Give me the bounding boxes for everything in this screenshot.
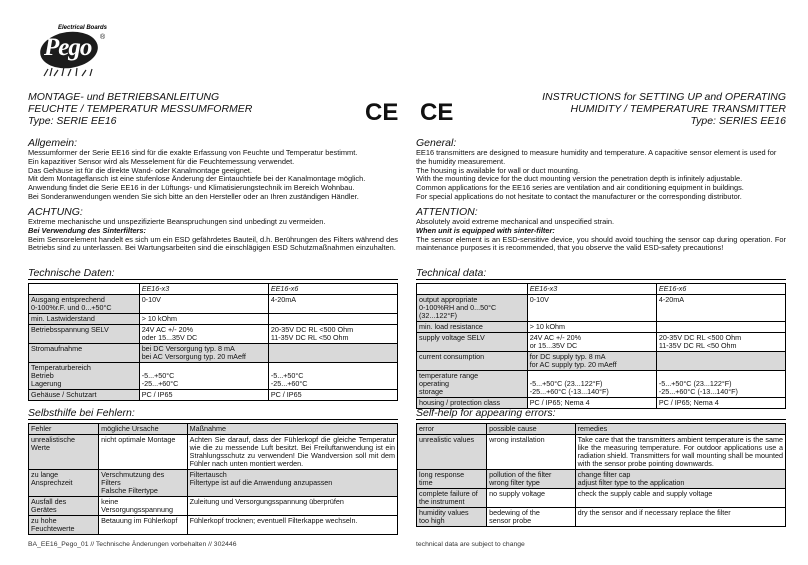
help-header-cell: error (417, 424, 487, 435)
logo-tagline: Electrical Boards (58, 25, 108, 31)
help-row (417, 508, 786, 527)
german-general-line: Messumformer der Serie EE16 sind für die exakte Erfassung von Feuchte und Temperatur bestimmt. (28, 148, 358, 157)
german-filter-text: Beim Sensorelement handelt es sich um ein ESD gefährdetes Bauteil, d.h. Berührungen des Filters während des Betriebs sind zu unterlassen. Bei Wartungsarbeiten sind die einschlägigen ESD Schutzmaßnahmen einzuhalten. (28, 234, 398, 253)
tech-cell: supply voltage SELV (417, 333, 528, 352)
german-help (28, 407, 398, 535)
tech-header-cell (29, 284, 140, 295)
german-help-title: Selbsthilfe bei Fehlern: (28, 407, 398, 420)
tech-cell: -5...+50°C (23...122°F) -25...+60°C (-13...140°F) (656, 371, 785, 398)
tech-row (29, 344, 398, 363)
help-cell: Ausfall des Gerätes (29, 497, 99, 516)
german-general-line: Ein kapazitiver Sensor wird als Messelement für die Feuchtemessung verwendet. (28, 156, 295, 166)
help-cell: long response time (417, 470, 487, 489)
english-header (542, 91, 786, 127)
help-cell: keine Versorgungsspannung (99, 497, 188, 516)
english-footer: technical data are subject to change (416, 541, 525, 548)
english-tech-title: Technical data: (416, 267, 786, 280)
german-header-line-1: MONTAGE- und BETRIEBSANLEITUNG (28, 91, 220, 103)
help-cell: Betauung im Fühlerkopf (99, 516, 188, 535)
tech-row (29, 390, 398, 401)
german-tech-title: Technische Daten: (28, 267, 398, 280)
ce-mark-right (418, 96, 458, 126)
english-filter-text: The sensor element is an ESD-sensitive device, you should avoid touching the sensor cap during operation. For maintenance purposes it is recommended, that you observe the valid ESD-safety precautions! (416, 234, 786, 253)
english-attention-text: Absolutely avoid extreme mechanical and unspecified strain. (416, 217, 615, 226)
help-cell: nicht optimale Montage (99, 435, 188, 470)
german-header-line-3: Type: SERIE EE16 (28, 115, 117, 127)
english-general (416, 137, 786, 202)
german-general-title: Allgemein: (28, 137, 78, 149)
tech-cell: 20-35V DC RL <500 Ohm 11-35V DC RL <50 Ohm (268, 325, 397, 344)
english-header-line-1: INSTRUCTIONS for SETTING UP and OPERATING (542, 91, 786, 103)
tech-cell: Gehäuse / Schutzart (29, 390, 140, 401)
tech-cell: PC / IP65 (268, 390, 397, 401)
help-cell: unrealistic values (417, 435, 487, 470)
english-help-title: Self-help for appearing errors: (416, 407, 786, 420)
english-help-table (416, 423, 786, 527)
tech-cell: min. Lastwiderstand (29, 314, 140, 325)
tech-cell: bei DC Versorgung typ. 8 mA bei AC Versorgung typ. 20 mAeff (139, 344, 268, 363)
help-row (29, 497, 398, 516)
german-attention-text: Extreme mechanische und unspezifizierte Beanspruchungen sind unbedingt zu vermeiden. (28, 217, 326, 226)
help-cell: change filter cap adjust filter type to the application (575, 470, 785, 489)
ce-mark-left (363, 96, 403, 126)
ce-mark-right-text: CE (420, 99, 454, 126)
tech-cell: 24V AC +/- 20% oder 15...35V DC (139, 325, 268, 344)
tech-row (29, 363, 398, 390)
english-help (416, 407, 786, 527)
tech-header-cell (417, 284, 528, 295)
german-general-line: Anwendung findet die Serie EE16 in der Lüftungs- und Klimatisierungstechnik im Bereich Wohnbau. (28, 183, 355, 193)
english-filter-title: When unit is equipped with sinter-filter: (416, 225, 555, 235)
help-cell: Filtertausch Filtertype ist auf die Anwendung anzupassen (187, 470, 397, 497)
help-row (417, 435, 786, 470)
german-header-line-2: FEUCHTE / TEMPERATUR MESSUMFORMER (28, 103, 253, 115)
german-help-table (28, 423, 398, 535)
help-cell: complete failure of the instrument (417, 489, 487, 508)
tech-row (29, 325, 398, 344)
german-tech-data (28, 267, 398, 401)
tech-cell: > 10 kOhm (139, 314, 268, 325)
ce-mark-left-text: CE (365, 99, 399, 126)
tech-cell: -5...+50°C -25...+60°C (268, 363, 397, 390)
help-cell: Fühlerkopf trocknen; eventuell Filterkappe wechseln. (187, 516, 397, 535)
pego-logo (36, 22, 116, 82)
tech-cell: PC / IP65; Nema 4 (527, 398, 656, 409)
help-cell: humidity values too high (417, 508, 487, 527)
help-cell: Verschmutzung des Filters Falsche Filtertype (99, 470, 188, 497)
tech-cell: housing / protection class (417, 398, 528, 409)
tech-cell: Betriebsspannung SELV (29, 325, 140, 344)
tech-cell (268, 314, 397, 325)
tech-cell: 0-10V (527, 295, 656, 322)
english-general-line: EE16 transmitters are designed to measure humidity and temperature. A capacitive sensor element is used for the humidity measurement. (416, 148, 777, 166)
help-row (29, 470, 398, 497)
tech-cell: 20-35V DC RL <500 Ohm 11-35V DC RL <50 Ohm (656, 333, 785, 352)
tech-cell: PC / IP65 (139, 390, 268, 401)
english-general-line: The housing is available for wall or duct mounting. (416, 165, 580, 175)
logo-grass-icon (42, 66, 97, 78)
german-attention-title: ACHTUNG: (28, 206, 83, 218)
german-general-line: Bei Sonderanwendungen wenden Sie sich bitte an den Hersteller oder an Ihren zuständigen Händler. (28, 191, 359, 201)
help-cell: unrealistische Werte (29, 435, 99, 470)
help-cell: check the supply cable and supply voltage (575, 489, 785, 508)
tech-cell: > 10 kOhm (527, 322, 656, 333)
help-cell: Take care that the transmitters ambient temperature is the same like the measuring temperature. For outdoor applications use a radiation shield. Transmitters for wall mounting shall be mounted with the sensor probe pointing downwards. (575, 435, 785, 470)
tech-cell (656, 352, 785, 371)
help-cell: dry the sensor and if necessary replace the filter (575, 508, 785, 527)
tech-header-cell: EE16-x3 (139, 284, 268, 295)
english-attention (416, 206, 786, 253)
help-header-cell: Maßnahme (187, 424, 397, 435)
english-general-line: Common applications for the EE16 series are ventilation and air conditioning equipment in buildings. (416, 183, 744, 193)
help-cell: Achten Sie darauf, dass der Fühlerkopf die gleiche Temperatur wie die zu messende Luft besitzt. Bei Freiluftanwendung ist ein Strahlungsschutz zu verwenden! Die Wandversion soll mit dem Fühler nach unten montiert werden. (187, 435, 397, 470)
help-cell: wrong installation (487, 435, 576, 470)
tech-row (29, 314, 398, 325)
logo-wordmark: Pego (44, 34, 92, 61)
tech-row (417, 295, 786, 322)
german-filter-title: Bei Verwendung des Sinterfilters: (28, 225, 147, 235)
german-header (28, 91, 252, 127)
help-row (29, 435, 398, 470)
english-header-line-3: Type: SERIES EE16 (690, 115, 786, 127)
help-cell: Zuleitung und Versorgungsspannung überprüfen (187, 497, 397, 516)
tech-cell: temperature range operating storage (417, 371, 528, 398)
tech-cell: 0-10V (139, 295, 268, 314)
german-general-line: Das Gehäuse ist für die direkte Wand- oder Kanalmontage geeignet. (28, 165, 253, 175)
tech-cell: Temperaturbereich Betrieb Lagerung (29, 363, 140, 390)
tech-row (417, 371, 786, 398)
english-general-title: General: (416, 137, 457, 149)
tech-cell: Stromaufnahme (29, 344, 140, 363)
tech-cell: current consumption (417, 352, 528, 371)
tech-cell: -5...+50°C (23...122°F) -25...+60°C (-13...140°F) (527, 371, 656, 398)
tech-cell: PC / IP65; Nema 4 (656, 398, 785, 409)
help-header-cell: Fehler (29, 424, 99, 435)
help-row (417, 489, 786, 508)
tech-row (417, 333, 786, 352)
tech-cell: 4-20mA (656, 295, 785, 322)
english-tech-data (416, 267, 786, 409)
tech-cell: min. load resistance (417, 322, 528, 333)
help-header-cell: possible cause (487, 424, 576, 435)
tech-cell: 24V AC +/- 20% or 15...35V DC (527, 333, 656, 352)
help-cell: no supply voltage (487, 489, 576, 508)
tech-row (417, 352, 786, 371)
help-header-cell: remedies (575, 424, 785, 435)
english-tech-table (416, 283, 786, 409)
tech-cell: 4-20mA (268, 295, 397, 314)
tech-row (417, 322, 786, 333)
help-header-cell: mögliche Ursache (99, 424, 188, 435)
tech-header-cell: EE16-x3 (527, 284, 656, 295)
english-attention-title: ATTENTION: (416, 206, 478, 218)
help-cell: zu hohe Feuchtewerte (29, 516, 99, 535)
tech-cell (268, 344, 397, 363)
tech-row (29, 295, 398, 314)
logo-registered: ® (100, 34, 106, 41)
tech-header-cell: EE16-x6 (656, 284, 785, 295)
english-general-line: With the mounting device for the duct mounting version the penetration depth is infinitely adjustable. (416, 174, 743, 184)
tech-cell: -5...+50°C -25...+60°C (139, 363, 268, 390)
german-general-line: Mit dem Montageflansch ist eine stufenlose Änderung der Eintauchtiefe bei der Kanalmontage möglich. (28, 174, 366, 184)
tech-cell: output appropriate 0-100%RH and 0...50°C (32...122°F) (417, 295, 528, 322)
english-general-line: For special applications do not hesitate to contact the manufacturer or the corresponding distributor. (416, 191, 742, 201)
german-general (28, 137, 398, 202)
help-cell: zu lange Ansprechzeit (29, 470, 99, 497)
english-header-line-2: HUMIDITY / TEMPERATURE TRANSMITTER (570, 103, 786, 115)
tech-cell: for DC supply typ. 8 mA for AC supply typ. 20 mAeff (527, 352, 656, 371)
tech-header-cell: EE16-x6 (268, 284, 397, 295)
help-cell: pollution of the filter wrong filter type (487, 470, 576, 489)
tech-cell (656, 322, 785, 333)
tech-cell: Ausgang entsprechend 0-100%r.F. und 0...+50°C (29, 295, 140, 314)
help-cell: bedewing of the sensor probe (487, 508, 576, 527)
german-attention (28, 206, 398, 253)
german-tech-table (28, 283, 398, 401)
help-row (417, 470, 786, 489)
help-row (29, 516, 398, 535)
german-footer: BA_EE16_Pego_01 // Technische Änderungen vorbehalten // 302446 (28, 541, 237, 548)
